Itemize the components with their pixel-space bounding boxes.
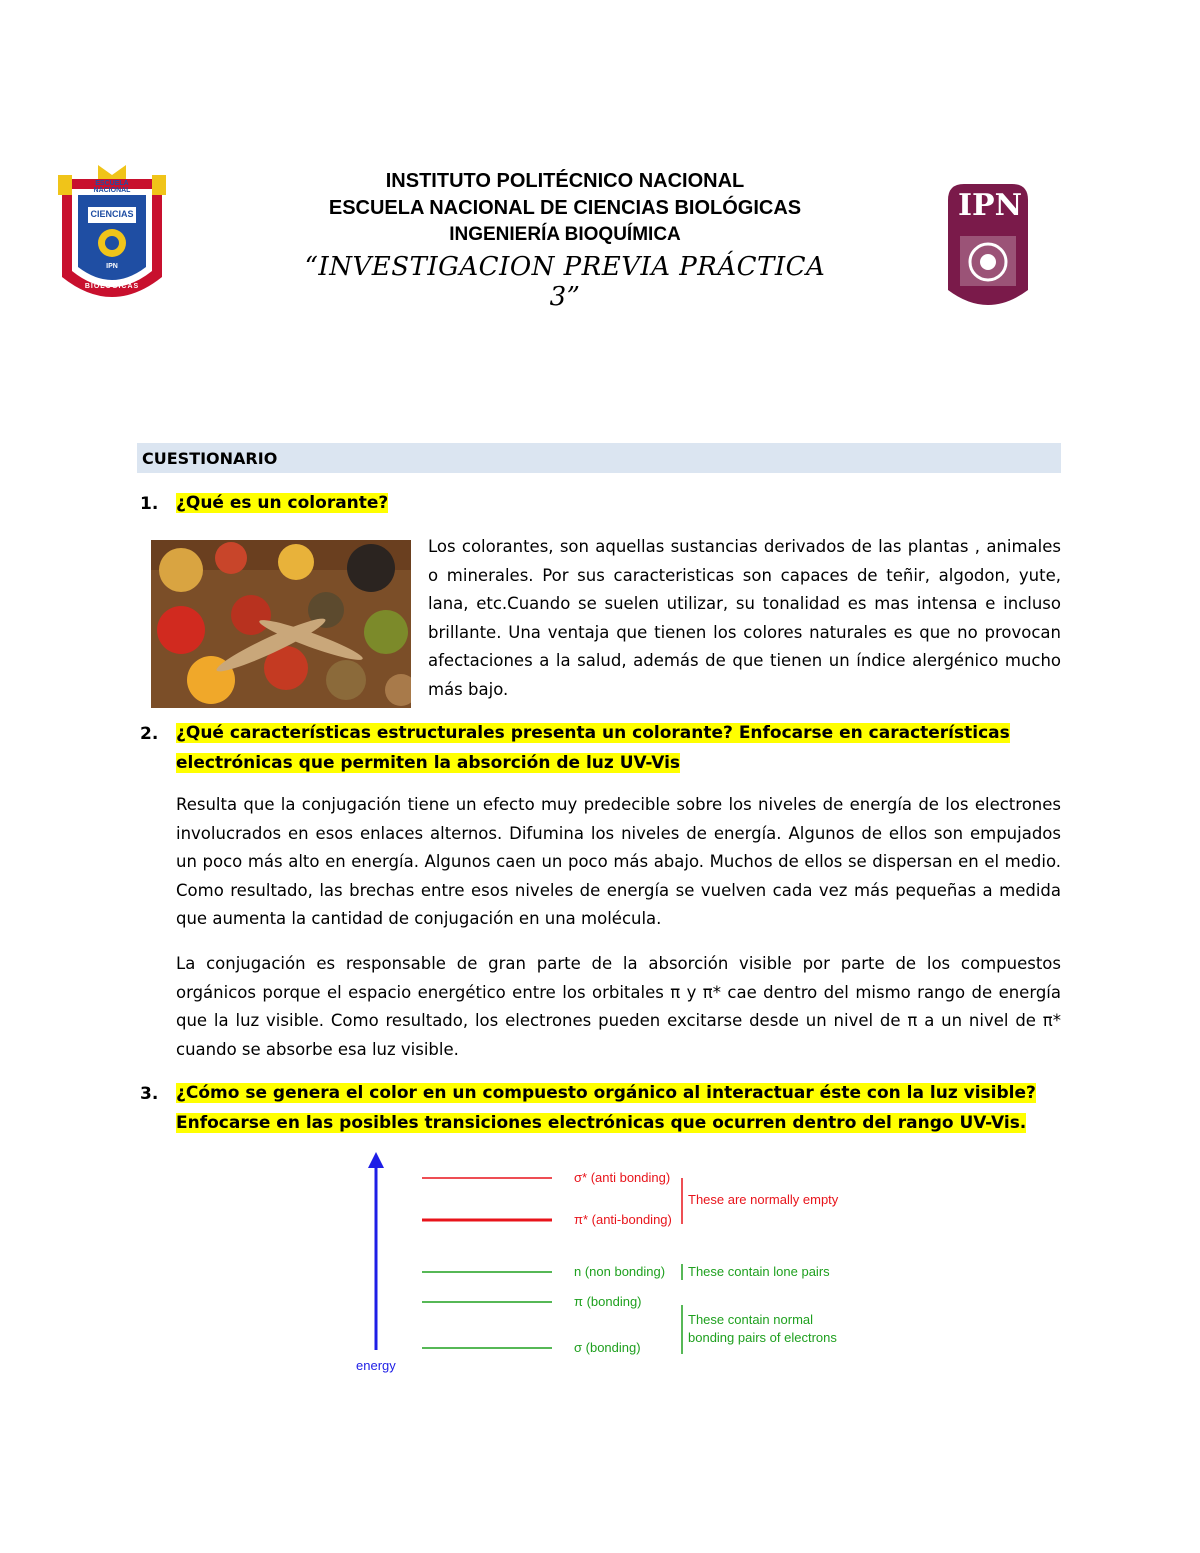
q1-answer: Los colorantes, son aquellas sustancias derivados de las plantas , animales o minerales. Por sus caracteristicas son capaces de teñir, algodon, yute, lana, etc.Cuando se suelen utilizar, su tonalidad es mas intensa e incluso brillante. Una ventaja que tienen los colores naturales es que no provocan afectaciones a la salud, además de que tienen un índice alergénico mucho más bajo.: [428, 537, 1061, 699]
q1-number: 1.: [140, 494, 159, 514]
q2-question-text: ¿Qué características estructurales presenta un colorante? Enfocarse en características electrónicas que permiten la absorción de luz UV-Vis: [176, 723, 1010, 773]
institution-name: INSTITUTO POLITÉCNICO NACIONAL: [385, 170, 745, 192]
q2-paragraph-1: Resulta que la conjugación tiene un efecto muy predecible sobre los niveles de energía de los electrones involucrados en esos enlaces alternos. Difumina los niveles de energía. Algunos de ellos son empujados un poco más alto en energía. Algunos caen un poco más abajo. Muchos de ellos se dispersan en el medio. Como resultado, las brechas entre esos niveles de energía se vuelven cada vez más pequeñas a medida que aumenta la cantidad de conjugación en una molécula.: [176, 795, 1061, 928]
program-name: INGENIERÍA BIOQUÍMICA: [449, 224, 681, 245]
q2-question: [176, 718, 1061, 778]
encb-logo: [58, 165, 166, 310]
q2-number: 2.: [140, 724, 159, 744]
energy-axis-label: energy: [356, 1358, 396, 1373]
q1-question-text: ¿Qué es un colorante?: [176, 493, 389, 513]
ipn-logo: [940, 180, 1036, 316]
level-n: n (non bonding): [574, 1264, 666, 1279]
group-nonbonding-note: These contain lone pairs: [688, 1264, 830, 1279]
level-pi-star: π* (anti-bonding): [574, 1212, 672, 1227]
q3-question: [176, 1078, 1061, 1138]
q3-number: 3.: [140, 1084, 159, 1104]
energy-level-diagram: [340, 1150, 860, 1380]
school-name: ESCUELA NACIONAL DE CIENCIAS BIOLÓGICAS: [328, 197, 802, 219]
level-sigma-star: σ* (anti bonding): [574, 1170, 671, 1185]
group-antibonding-note: These are normally empty: [688, 1192, 839, 1207]
q3-question-text: ¿Cómo se genera el color en un compuesto orgánico al interactuar éste con la luz visible? Enfocarse en las posibles transiciones electrónicas que ocurren dentro del rango UV-Vis.: [176, 1083, 1036, 1133]
energy-axis-arrow: [368, 1152, 384, 1168]
q2-paragraph-2: La conjugación es responsable de gran parte de la absorción visible por parte de los compuestos orgánicos porque el espacio energético entre los orbitales π y π* cae dentro del mismo rango de energía que la luz visible. Como resultado, los electrones pueden excitarse desde un nivel de π a un nivel de π* cuando se absorbe esa luz visible.: [176, 954, 1061, 1059]
logo-text-bottom: BIOLOGICAS: [84, 283, 140, 290]
section-title: CUESTIONARIO: [137, 443, 1061, 473]
logo-text-mid: CIENCIAS: [90, 209, 134, 219]
spices-image: [151, 540, 411, 708]
level-pi: π (bonding): [574, 1294, 642, 1309]
document-title: “INVESTIGACION PREVIA PRÁCTICA 3”: [304, 252, 826, 312]
ipn-logo-text: IPN: [958, 188, 1023, 223]
q1-question: [176, 488, 1061, 518]
group-bonding-note-1: These contain normal: [688, 1312, 814, 1327]
group-bonding-note-2: bonding pairs of electrons: [688, 1330, 837, 1345]
logo-ipn-small: IPN: [106, 263, 118, 270]
level-sigma: σ (bonding): [574, 1340, 641, 1355]
logo-text-top: ESCUELA NACIONAL: [93, 180, 131, 194]
